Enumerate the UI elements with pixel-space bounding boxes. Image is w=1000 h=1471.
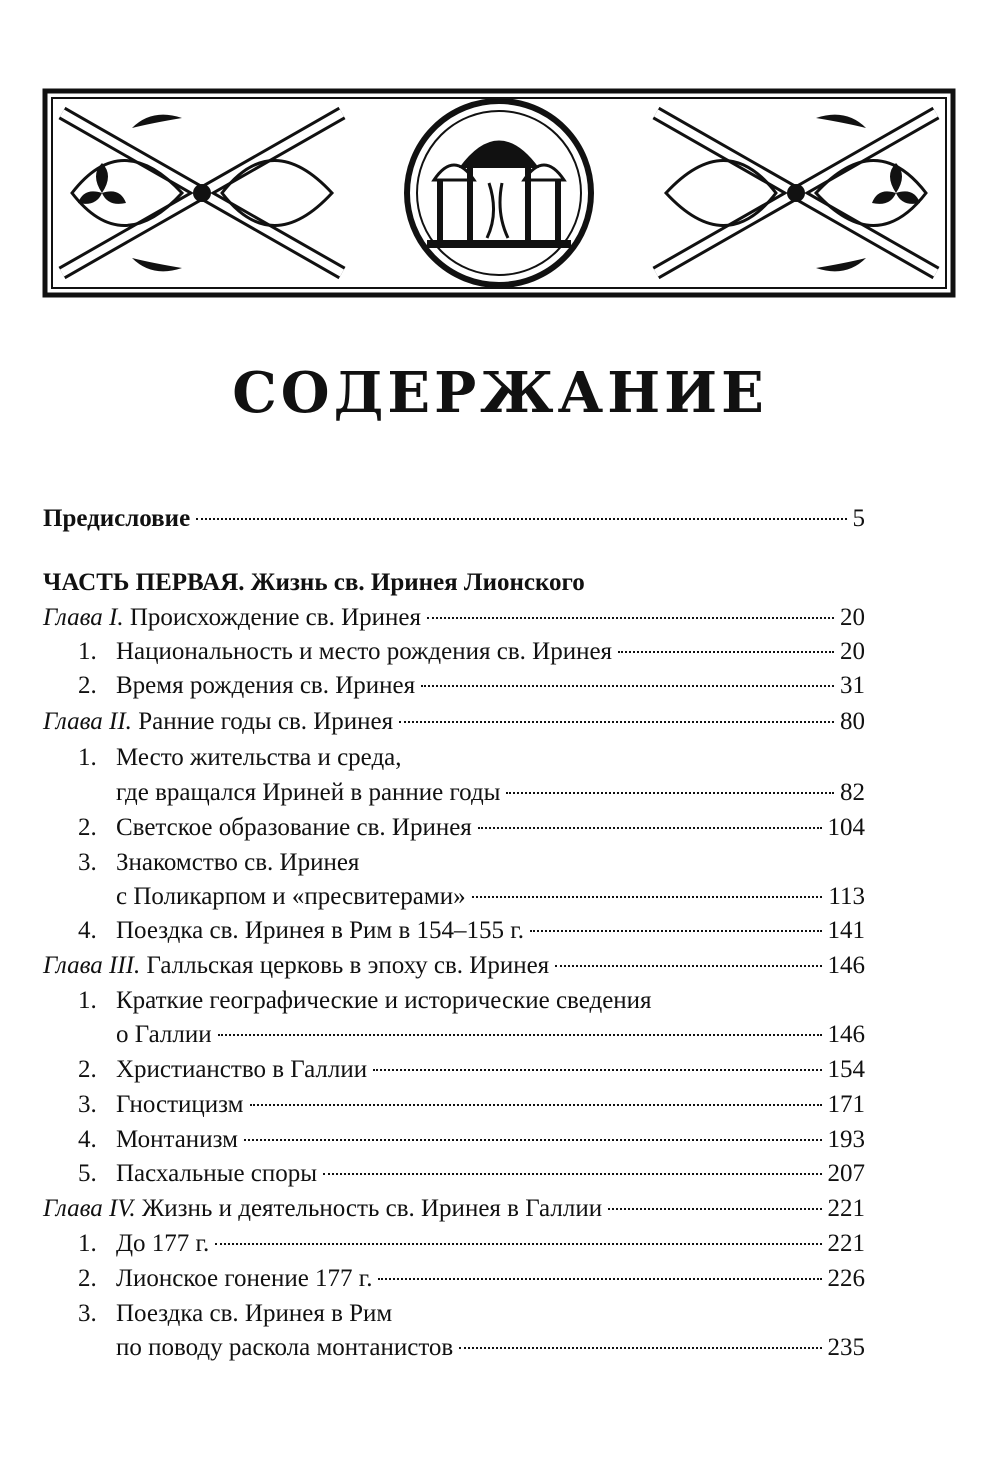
chapter-prefix: Глава IV. — [43, 1195, 136, 1222]
toc-page-number: 146 — [827, 952, 865, 979]
toc-page-number: 154 — [827, 1056, 865, 1083]
toc-entry-section-line1 — [78, 846, 359, 880]
chapter-title: Жизнь и деятельность св. Иринея в Галлии — [141, 1195, 603, 1222]
toc-page-number: 141 — [827, 917, 865, 944]
dot-leader — [421, 685, 834, 687]
section-title: Краткие географические и исторические сведения — [116, 987, 652, 1014]
toc-page-number: 221 — [827, 1230, 865, 1257]
section-title: Христианство в Галлии — [116, 1056, 368, 1083]
toc-entry-section — [78, 635, 865, 669]
section-title: Монтанизм — [116, 1126, 238, 1153]
toc-entry-chapter — [43, 949, 865, 983]
toc-page-number: 146 — [827, 1021, 865, 1048]
dot-leader — [215, 1243, 821, 1245]
toc-page-number: 226 — [827, 1265, 865, 1292]
toc-entry-section-line1 — [78, 984, 652, 1018]
toc-entry-section — [78, 1157, 865, 1191]
toc-page-number: 82 — [840, 779, 865, 806]
section-title: Знакомство св. Иринея — [116, 849, 360, 876]
section-number: 5. — [78, 1160, 97, 1187]
toc-entry-section — [78, 669, 865, 703]
section-title: До 177 г. — [116, 1230, 210, 1257]
toc-entry-section — [78, 1053, 865, 1087]
page-title: СОДЕРЖАНИЕ — [232, 360, 768, 426]
toc-entry-section — [116, 1331, 865, 1365]
toc-entry-section — [78, 1123, 865, 1157]
section-title: Лионское гонение 177 г. — [116, 1265, 373, 1292]
chapter-prefix: Глава III. — [43, 952, 141, 979]
toc-entry-section — [116, 1018, 865, 1052]
dot-leader — [506, 792, 834, 794]
toc-entry-chapter — [43, 705, 865, 739]
section-number: 3. — [78, 1300, 97, 1327]
section-title: Пасхальные споры — [116, 1160, 318, 1187]
toc-entry-section-line1 — [78, 741, 402, 775]
section-number: 4. — [78, 917, 97, 944]
toc-entry-chapter — [43, 1192, 865, 1226]
dot-leader — [555, 965, 821, 967]
section-title: Гностицизм — [116, 1091, 244, 1118]
dot-leader — [530, 930, 822, 932]
chapter-prefix: Глава II. — [43, 708, 132, 735]
chapter-prefix: Глава I. — [43, 604, 124, 631]
toc-page-number: 104 — [827, 814, 865, 841]
toc-page-number: 80 — [840, 708, 865, 735]
dot-leader — [478, 827, 822, 829]
section-number: 3. — [78, 849, 97, 876]
dot-leader — [378, 1278, 821, 1280]
toc-entry-chapter — [43, 601, 865, 635]
section-number: 2. — [78, 672, 97, 699]
toc-page-number: 113 — [828, 883, 865, 910]
ornament-illustration — [42, 88, 956, 298]
toc-page-number: 20 — [840, 604, 865, 631]
toc-entry-section-line1 — [78, 1297, 392, 1331]
toc-entry-preface — [43, 502, 865, 536]
section-title-continued: о Галлии — [116, 1021, 212, 1048]
toc-entry-section — [78, 1227, 865, 1261]
dot-leader — [618, 651, 834, 653]
toc-entry-section — [78, 1088, 865, 1122]
dot-leader — [250, 1104, 822, 1106]
section-number: 4. — [78, 1126, 97, 1153]
section-number: 1. — [78, 638, 97, 665]
chapter-title: Галльская церковь в эпоху св. Иринея — [146, 952, 550, 979]
toc-page-number: 221 — [827, 1195, 865, 1222]
toc-entry-section — [116, 880, 865, 914]
dot-leader — [427, 617, 834, 619]
dot-leader — [244, 1139, 822, 1141]
dot-leader — [459, 1347, 821, 1349]
section-number: 1. — [78, 1230, 97, 1257]
dot-leader — [196, 518, 846, 520]
section-title-continued: где вращался Ириней в ранние годы — [116, 779, 501, 806]
section-number: 2. — [78, 1265, 97, 1292]
toc-label: Предисловие — [43, 505, 191, 532]
header-ornament — [42, 88, 956, 298]
toc-entry-section — [78, 811, 865, 845]
toc-page-number: 193 — [827, 1126, 865, 1153]
toc-page-number: 20 — [840, 638, 865, 665]
section-number: 2. — [78, 1056, 97, 1083]
section-number: 3. — [78, 1091, 97, 1118]
section-title: Светское образование св. Иринея — [116, 814, 472, 841]
section-title-continued: по поводу раскола монтанистов — [116, 1334, 454, 1361]
section-title: Место жительства и среда, — [116, 744, 402, 771]
toc-entry-section — [116, 776, 865, 810]
chapter-title: Происхождение св. Иринея — [129, 604, 421, 631]
toc-page-number: 207 — [827, 1160, 865, 1187]
section-number: 2. — [78, 814, 97, 841]
section-title: Поездка св. Иринея в Рим — [116, 1300, 393, 1327]
section-title-continued: с Поликарпом и «пресвитерами» — [116, 883, 466, 910]
dot-leader — [373, 1069, 821, 1071]
dot-leader — [608, 1208, 821, 1210]
part-heading: ЧАСТЬ ПЕРВАЯ. Жизнь св. Иринея Лионского — [43, 569, 585, 596]
dot-leader — [472, 896, 823, 898]
section-title: Время рождения св. Иринея — [116, 672, 416, 699]
section-number: 1. — [78, 744, 97, 771]
toc-page-number: 31 — [840, 672, 865, 699]
dot-leader — [399, 721, 834, 723]
dot-leader — [323, 1173, 821, 1175]
toc-page-number: 235 — [827, 1334, 865, 1361]
toc-entry-section — [78, 914, 865, 948]
dot-leader — [218, 1034, 822, 1036]
section-title: Национальность и место рождения св. Иринея — [116, 638, 613, 665]
toc-entry-section — [78, 1262, 865, 1296]
section-number: 1. — [78, 987, 97, 1014]
toc-page-number: 171 — [827, 1091, 865, 1118]
chapter-title: Ранние годы св. Иринея — [138, 708, 394, 735]
section-title: Поездка св. Иринея в Рим в 154–155 г. — [116, 917, 524, 944]
toc-page-number: 5 — [852, 505, 865, 532]
